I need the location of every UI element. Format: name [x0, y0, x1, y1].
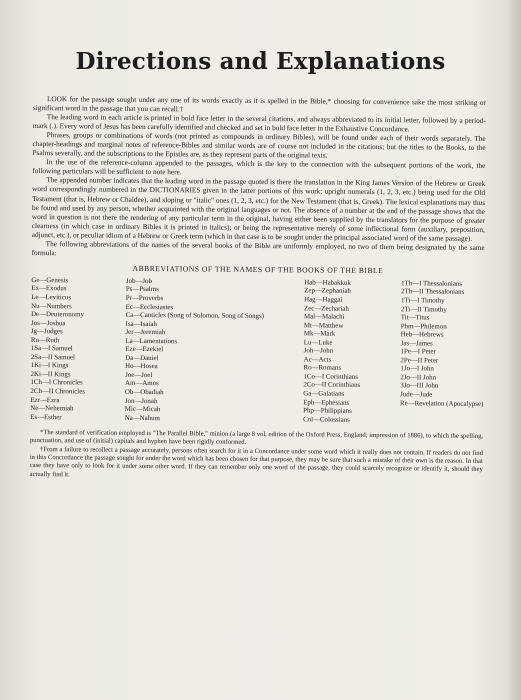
- abbreviation-entry: 2Th—II Thessalonians: [401, 288, 465, 297]
- paragraph-phrases: Phrases, groups or combinations of words (not printed as compounds in ordinary Bibles), will be found under each of their words separately. The chapter-headings and marginal notes of reference-Bibles and similar words are of course not included in the citations; but the titles to the Books, to the Psalms severally, and the subscriptions to the Epistles are, as they represent parts of the original texts.: [32, 131, 486, 160]
- abbreviation-entry: 2Co—II Corinthians: [303, 381, 361, 390]
- abbreviation-entry: Lu—Luke: [303, 339, 333, 347]
- abbreviation-entry: Jos—Joshua: [30, 319, 66, 327]
- abbreviation-entry: Ac—Acts: [303, 356, 332, 364]
- paragraph-appended-number: The appended number indicates that the leading word in the passage quoted is there the translation in the King James Version of the Hebrew or Greek word correspondingly numbered in the DICTIONARIES given in the latter portions of this work; upright numerals (1, 2, 3, etc.) being used for the Old Testament (that is, Hebrew or Chaldee), and sloping or "italic" ones (1, 2, 3, etc.) for the New Testament (that is, Greek). The lexical explanations may thus be found and used by any person, whether acquainted with the original languages or not. The absence of a number at the end of the passage shows that the word in question is not there the rendering of any particular term in the original, having either been supplied by the translators for the purpose of greater clearness (in which case in ordinary Bibles it is printed in italics); or being the representative merely of some inflectional form (auxiliary, preposition, adjunct, etc.), or peculiar idiom of a Hebrew or Greek term (which in that case is to be sought under the principal associated word of the same passage).: [31, 176, 486, 243]
- abbreviation-entry: Zec—Zechariah: [304, 304, 349, 313]
- abbreviation-entry: Mt—Matthew: [303, 321, 344, 330]
- abbreviation-entry: Le—Leviticus: [31, 293, 72, 302]
- footnotes: [30, 429, 483, 483]
- abbreviation-entry: 1Ch—I Chronicles: [30, 379, 83, 387]
- abbreviation-entry: Isa—Isaiah: [125, 320, 157, 328]
- abbreviation-entry: 1Sa—I Samuel: [30, 345, 73, 353]
- abbreviation-entry: 2Ch—II Chronicles: [30, 387, 85, 396]
- abbreviation-entry: Zep—Zephaniah: [304, 287, 351, 296]
- abbreviation-entry: 2Jo—II John: [400, 374, 437, 382]
- paragraph-abbreviations-intro: The following abbreviations of the names of the several books of the Bible are uniformly employed, no two of them being designated by the same formula:: [31, 239, 485, 258]
- abbreviation-entry: Ob—Obadiah: [124, 388, 164, 397]
- abbreviation-entry: Heb—Hebrews: [400, 331, 444, 339]
- abbreviation-entry: Eph—Ephesians: [303, 398, 350, 407]
- page-title: Directions and Explanations: [75, 48, 446, 75]
- abbreviation-entry: 2Ti—II Timothy: [400, 305, 447, 314]
- abbreviation-entry: Jg—Judges: [30, 328, 63, 336]
- abbreviation-entry: Ge—Genesis: [31, 276, 69, 285]
- abbreviations-column-2: [125, 278, 265, 424]
- abbreviation-entry: Job—Job: [125, 277, 152, 285]
- abbreviation-entry: Ro—Romans: [303, 364, 342, 373]
- abbreviation-entry: Php—Philippians: [303, 407, 352, 415]
- abbreviation-entry: Mic—Micah: [124, 405, 161, 414]
- abbreviation-entry: 1Th—I Thessalonians: [401, 280, 463, 288]
- abbreviation-entry: Re—Revelation (Apocalypse): [400, 399, 484, 408]
- abbreviation-entry: Ps—Psalms: [125, 286, 159, 294]
- abbreviation-entry: 1Pe—I Peter: [400, 348, 436, 356]
- footnote-recollect-passage: †From a failure to recollect a passage accurately, persons often search for it in a Concordance under some word which it really does not contain. If readers do not find in this Concordance the passage sought for under the word which has been chosen for that purpose, they may be sure that such a mistake of their own is the reason. In that case they have only to look for it under some other word. If they can remember only one word of the passage, they could scarcely recognize or identify it, should they actually find it.: [29, 445, 483, 479]
- abbreviation-entry: 3Jo—III John: [400, 382, 439, 391]
- abbreviation-entry: Ne—Nehemiah: [30, 405, 74, 413]
- abbreviation-entry: Ca—Canticles (Song of Solomon, Song of Songs): [125, 311, 265, 321]
- abbreviation-entry: 2Sa—II Samuel: [30, 353, 75, 362]
- abbreviation-entry: Ezr—Ezra: [30, 396, 60, 404]
- abbreviations-column-3: [303, 279, 361, 425]
- paragraph-reference-column: In the use of the reference-column appended to the passages, which is the key to the connection with the subsequent portions of the work, the following particulars will be sufficient to note here.: [32, 158, 486, 177]
- abbreviation-entry: Es—Esther: [30, 413, 62, 421]
- paragraph-leading-word: The leading word in each article is printed in bold face letter in the several citations, and always abbreviated to its initial letter, followed by a period-mark (.). Every word of Jesus has been carefully identified and checked and set in bold face letter in the Exhaustive Concordance.: [32, 113, 486, 134]
- abbreviation-entry: Joh—John: [303, 347, 334, 355]
- abbreviation-entry: Jer—Jeremiah: [125, 328, 166, 337]
- abbreviation-entry: De—Deuteronomy: [31, 311, 84, 319]
- abbreviation-entry: Hab—Habakkuk: [304, 279, 352, 287]
- abbreviation-entry: Da—Daniel: [125, 354, 159, 362]
- abbreviation-entry: Mal—Malachi: [303, 313, 345, 321]
- abbreviation-entry: Jude—Jude: [400, 391, 433, 399]
- abbreviation-entry: Jas—James: [400, 339, 433, 348]
- abbreviation-entry: Ru—Ruth: [30, 336, 60, 344]
- abbreviation-entry: Tit—Titus: [400, 314, 430, 322]
- abbreviation-entry: Eze—Ezekiel: [125, 346, 164, 354]
- abbreviation-entry: Jon—Jonah: [124, 397, 158, 405]
- abbreviations-column-1: [30, 277, 86, 423]
- page-gutter-shadow: [507, 0, 521, 700]
- abbreviation-entry: Hag—Haggai: [304, 296, 343, 304]
- abbreviation-entry: 1Co—I Corinthians: [303, 373, 359, 381]
- abbreviations-heading: ABBREVIATIONS OF THE NAMES OF THE BOOKS OF THE BIBLE: [132, 263, 384, 275]
- abbreviation-entry: Am—Amos: [124, 380, 159, 388]
- abbreviation-entry: Na—Nahum: [124, 414, 160, 422]
- abbreviation-entry: Ex—Exodus: [31, 285, 67, 293]
- abbreviation-entry: Ho—Hosea: [125, 363, 158, 371]
- abbreviation-entry: Mk—Mark: [303, 330, 336, 338]
- abbreviation-entry: Phm—Philemon: [400, 322, 447, 331]
- abbreviation-entry: Ec—Ecclesiastes: [125, 303, 174, 311]
- abbreviation-entry: 1Jo—I John: [400, 365, 434, 373]
- abbreviation-entry: Joe—Joel: [125, 371, 153, 379]
- abbreviation-entry: Nu—Numbers: [31, 302, 72, 310]
- abbreviation-entry: Ga—Galatians: [303, 390, 345, 398]
- paragraph-look-for: LOOK for the passage sought under any one of its words exactly as it is spelled in the Bible,* choosing for convenience sake the most striking or significant word in the passage that you can recall.†: [32, 95, 486, 114]
- body-text: [30, 95, 486, 483]
- abbreviation-entry: 2Pe—II Peter: [400, 357, 439, 365]
- abbreviation-entry: 2Ki—II Kings: [30, 370, 71, 379]
- abbreviation-entry: La—Lamentations: [125, 337, 178, 345]
- abbreviation-entry: 1Ti—I Timothy: [400, 297, 445, 305]
- abbreviations-column-4: [400, 280, 485, 426]
- abbreviations-table: [30, 277, 484, 426]
- abbreviation-entry: Pr—Proverbs: [125, 294, 164, 303]
- abbreviation-entry: 1Ki—I Kings: [30, 362, 69, 370]
- abbreviation-entry: Col—Colossians: [303, 416, 350, 424]
- footnote-standard-verification: *The standard of verification employed is "The Parallel Bible," minion (a large 8 vol. edition of the Oxford Press, England; impression of 1886), to which the spelling, punctuation, and use of (initial) capitals and hyphen have been rigidly conformed.: [29, 429, 484, 447]
